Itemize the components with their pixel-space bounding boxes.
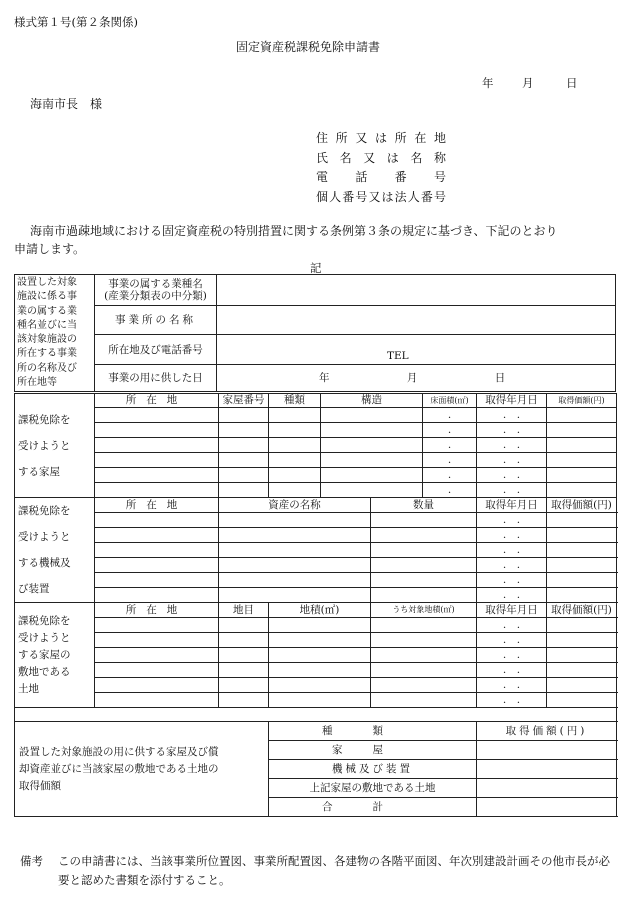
house-cell[interactable]	[269, 453, 321, 468]
land-side-line: 土地	[18, 682, 39, 695]
machine-price-cell[interactable]	[547, 513, 617, 528]
land-cell[interactable]	[219, 663, 269, 678]
house-cell[interactable]	[269, 468, 321, 483]
machine-cell[interactable]	[219, 528, 371, 543]
land-cell[interactable]	[269, 648, 371, 663]
land-header-category: 地目	[219, 603, 269, 618]
table-row	[15, 648, 617, 663]
table-row	[15, 558, 617, 573]
house-header-kind: 種類	[269, 394, 321, 408]
house-side-label	[15, 394, 95, 498]
land-cell[interactable]	[95, 663, 219, 678]
machine-cell[interactable]	[95, 513, 219, 528]
phone-field-label: 電話番号	[316, 170, 446, 184]
summary-row-machine: 機械及び装置	[269, 760, 477, 779]
business-side-line: 所在する事業	[17, 348, 77, 360]
table-row	[15, 663, 617, 678]
land-acq-date-cell[interactable]: . .	[477, 693, 547, 708]
house-header-number: 家屋番号	[219, 394, 269, 408]
machine-header-name: 資産の名称	[219, 498, 371, 513]
machine-cell[interactable]	[219, 588, 371, 603]
machine-side-line: する機械及	[18, 557, 71, 569]
house-cell[interactable]	[219, 468, 269, 483]
house-price-cell[interactable]	[547, 483, 617, 498]
assets-table	[14, 393, 617, 817]
business-side-line: 設置した対象	[17, 277, 77, 288]
house-area-cell[interactable]: .	[423, 453, 477, 468]
house-price-cell[interactable]	[547, 438, 617, 453]
machine-cell[interactable]	[219, 573, 371, 588]
ki-label: 記	[310, 261, 322, 275]
summary-amount-land[interactable]	[477, 779, 617, 798]
machine-price-cell[interactable]	[547, 588, 617, 603]
house-cell[interactable]	[321, 453, 423, 468]
business-side-line: 所の名称及び	[17, 362, 77, 374]
land-cell[interactable]	[219, 648, 269, 663]
machine-price-cell[interactable]	[547, 573, 617, 588]
machine-side-line: び装置	[18, 583, 50, 595]
machine-header-location: 所在地	[95, 498, 219, 513]
start-date-label: 事業の用に供した日	[95, 364, 217, 392]
house-area-cell[interactable]: .	[423, 408, 477, 423]
land-header-target-area: うち対象地積(㎡)	[371, 603, 477, 618]
house-header-area: 床面積(㎡)	[423, 394, 477, 408]
business-side-line: 所在地等	[17, 377, 57, 389]
house-cell[interactable]	[321, 483, 423, 498]
business-table	[14, 274, 616, 392]
table-row	[15, 483, 617, 498]
note-line-2: 要と認めた書類を添付すること。	[58, 873, 231, 887]
intro-line-1: 海南市過疎地域における固定資産税の特別措置に関する条例第３条の規定に基づき、下記のとおり	[30, 224, 558, 238]
date-day-label: 日	[566, 76, 578, 90]
house-area-cell[interactable]: .	[423, 423, 477, 438]
summary-header-kind: 種類	[269, 722, 477, 741]
summary-row-house: 家屋	[269, 741, 477, 760]
summary-header-amount: 取得価額(円)	[477, 722, 617, 741]
land-cell[interactable]	[95, 618, 219, 633]
summary-label	[15, 722, 269, 817]
name-field-label: 氏名又は名称	[316, 151, 446, 165]
machine-side-label	[15, 498, 95, 603]
land-acq-date-cell[interactable]: . .	[477, 648, 547, 663]
land-cell[interactable]	[95, 648, 219, 663]
land-cell[interactable]	[269, 618, 371, 633]
land-cell[interactable]	[371, 693, 477, 708]
house-header-acq-price: 取得価額(円)	[547, 394, 617, 408]
machine-cell[interactable]	[371, 528, 477, 543]
table-row	[15, 588, 617, 603]
summary-label-line: 取得価額	[19, 779, 61, 792]
machine-acq-date-cell[interactable]: . .	[477, 543, 547, 558]
tel-label: TEL	[387, 349, 409, 362]
machine-cell[interactable]	[219, 513, 371, 528]
summary-amount-house[interactable]	[477, 741, 617, 760]
house-cell[interactable]	[321, 468, 423, 483]
table-row	[15, 528, 617, 543]
summary-row-total: 合計	[269, 798, 477, 817]
house-area-cell[interactable]: .	[423, 468, 477, 483]
id-number-field-label: 個人番号又は法人番号	[316, 190, 446, 204]
summary-row-land: 上記家屋の敷地である土地	[269, 779, 477, 798]
machine-side-line: 受けようと	[18, 531, 71, 543]
house-cell[interactable]	[95, 423, 219, 438]
house-side-line: 課税免除を	[18, 413, 71, 426]
table-row	[15, 438, 617, 453]
table-row	[15, 513, 617, 528]
machine-cell[interactable]	[95, 588, 219, 603]
machine-side-line: 課税免除を	[18, 505, 71, 517]
table-row	[15, 693, 617, 708]
business-side-line: 施設に係る事	[17, 291, 77, 303]
date-month-label: 月	[522, 76, 534, 90]
house-cell[interactable]	[95, 453, 219, 468]
industry-label	[95, 275, 217, 306]
house-acq-date-cell[interactable]: . .	[477, 438, 547, 453]
machine-price-cell[interactable]	[547, 543, 617, 558]
machine-cell[interactable]	[95, 558, 219, 573]
land-cell[interactable]	[371, 663, 477, 678]
machine-cell[interactable]	[371, 543, 477, 558]
land-cell[interactable]	[371, 678, 477, 693]
table-row	[15, 633, 617, 648]
house-header-location: 所在地	[95, 394, 219, 408]
land-price-cell[interactable]	[547, 618, 617, 633]
start-date-year: 年	[319, 372, 330, 385]
house-cell[interactable]	[219, 483, 269, 498]
house-side-line: する家屋	[18, 465, 60, 478]
table-row	[15, 453, 617, 468]
land-side-line: 敷地である	[18, 665, 71, 678]
machine-acq-date-cell[interactable]: . .	[477, 573, 547, 588]
house-cell[interactable]	[219, 423, 269, 438]
machine-cell[interactable]	[371, 513, 477, 528]
intro-line-2: 申請します。	[14, 242, 86, 256]
note-label: 備考	[20, 854, 43, 868]
land-price-cell[interactable]	[547, 678, 617, 693]
land-cell[interactable]	[269, 633, 371, 648]
land-cell[interactable]	[219, 618, 269, 633]
house-acq-date-cell[interactable]: . .	[477, 408, 547, 423]
land-side-line: する家屋の	[18, 648, 71, 661]
addressee: 海南市長 様	[30, 97, 103, 111]
land-price-cell[interactable]	[547, 648, 617, 663]
house-area-cell[interactable]: .	[423, 483, 477, 498]
house-cell[interactable]	[269, 483, 321, 498]
land-header-location: 所在地	[95, 603, 219, 618]
table-row	[15, 618, 617, 633]
land-cell[interactable]	[269, 693, 371, 708]
land-price-cell[interactable]	[547, 663, 617, 678]
machine-header-acq-date: 取得年月日	[477, 498, 547, 513]
land-header-acq-price: 取得価額(円)	[547, 603, 617, 618]
machine-acq-date-cell[interactable]: . .	[477, 558, 547, 573]
machine-header-quantity: 数量	[371, 498, 477, 513]
start-date-day: 日	[494, 372, 506, 385]
business-side-label	[15, 275, 95, 392]
house-cell[interactable]	[95, 438, 219, 453]
industry-label-line: (産業分類表の中分類)	[104, 289, 207, 302]
house-acq-date-cell[interactable]: . .	[477, 453, 547, 468]
start-date-value[interactable]	[217, 364, 616, 392]
industry-label-line: 事業の属する業種名	[108, 277, 203, 290]
machine-cell[interactable]	[371, 558, 477, 573]
land-cell[interactable]	[371, 633, 477, 648]
land-acq-date-cell[interactable]: . .	[477, 663, 547, 678]
table-row	[15, 543, 617, 558]
land-cell[interactable]	[95, 678, 219, 693]
land-cell[interactable]	[95, 693, 219, 708]
house-acq-date-cell[interactable]: . .	[477, 483, 547, 498]
industry-value[interactable]	[217, 275, 616, 306]
house-cell[interactable]	[95, 483, 219, 498]
house-cell[interactable]	[95, 408, 219, 423]
land-header-area: 地積(㎡)	[269, 603, 371, 618]
office-name-label: 事業所の名称	[95, 305, 217, 335]
business-side-line: 種名並びに当	[17, 319, 77, 331]
form-title: 固定資産税課税免除申請書	[236, 40, 381, 54]
table-row	[15, 423, 617, 438]
house-cell[interactable]	[321, 423, 423, 438]
summary-label-line: 却資産並びに当該家屋の敷地である土地の	[19, 762, 219, 775]
table-row	[15, 573, 617, 588]
table-row	[15, 408, 617, 423]
machine-cell[interactable]	[371, 588, 477, 603]
machine-cell[interactable]	[95, 528, 219, 543]
house-acq-date-cell[interactable]: . .	[477, 468, 547, 483]
summary-amount-machine[interactable]	[477, 760, 617, 779]
house-header-acq-date: 取得年月日	[477, 394, 547, 408]
house-cell[interactable]	[321, 438, 423, 453]
land-cell[interactable]	[269, 663, 371, 678]
land-price-cell[interactable]	[547, 633, 617, 648]
house-cell[interactable]	[269, 408, 321, 423]
house-price-cell[interactable]	[547, 468, 617, 483]
land-side-line: 受けようと	[18, 631, 71, 644]
machine-cell[interactable]	[95, 573, 219, 588]
house-price-cell[interactable]	[547, 423, 617, 438]
house-cell[interactable]	[269, 423, 321, 438]
house-cell[interactable]	[219, 408, 269, 423]
summary-label-line: 設置した対象施設の用に供する家屋及び償	[19, 745, 219, 758]
machine-cell[interactable]	[371, 573, 477, 588]
date-year-label: 年	[482, 76, 494, 90]
land-acq-date-cell[interactable]: . .	[477, 678, 547, 693]
house-cell[interactable]	[269, 438, 321, 453]
table-row	[15, 678, 617, 693]
land-side-label	[15, 603, 95, 708]
house-cell[interactable]	[95, 468, 219, 483]
office-address-value[interactable]	[217, 335, 616, 365]
machine-price-cell[interactable]	[547, 558, 617, 573]
form-number: 様式第１号(第２条関係)	[14, 15, 138, 29]
office-address-label: 所在地及び電話番号	[95, 335, 217, 365]
summary-amount-total[interactable]	[477, 798, 617, 817]
land-cell[interactable]	[95, 633, 219, 648]
address-field-label: 住所又は所在地	[316, 131, 446, 145]
table-row	[15, 468, 617, 483]
land-cell[interactable]	[219, 678, 269, 693]
spacer-row	[15, 708, 617, 722]
house-price-cell[interactable]	[547, 408, 617, 423]
house-price-cell[interactable]	[547, 453, 617, 468]
office-name-value[interactable]	[217, 305, 616, 335]
house-area-cell[interactable]: .	[423, 438, 477, 453]
machine-price-cell[interactable]	[547, 528, 617, 543]
land-cell[interactable]	[219, 633, 269, 648]
house-acq-date-cell[interactable]: . .	[477, 423, 547, 438]
house-cell[interactable]	[219, 453, 269, 468]
note-line-1: この申請書には、当該事業所位置図、事業所配置図、各建物の各階平面図、年次別建設計画その他市長が必	[58, 854, 610, 868]
house-side-line: 受けようと	[18, 439, 71, 452]
business-side-line: 該対象施設の	[17, 334, 77, 346]
business-side-line: 業の属する業	[17, 305, 77, 317]
land-cell[interactable]	[371, 618, 477, 633]
land-acq-date-cell[interactable]: . .	[477, 633, 547, 648]
start-date-month: 月	[406, 372, 418, 385]
machine-header-acq-price: 取得価額(円)	[547, 498, 617, 513]
machine-cell[interactable]	[219, 543, 371, 558]
land-cell[interactable]	[269, 678, 371, 693]
machine-acq-date-cell[interactable]: . .	[477, 528, 547, 543]
land-cell[interactable]	[371, 648, 477, 663]
machine-acq-date-cell[interactable]: . .	[477, 588, 547, 603]
land-cell[interactable]	[219, 693, 269, 708]
machine-cell[interactable]	[219, 558, 371, 573]
land-acq-date-cell[interactable]: . .	[477, 618, 547, 633]
land-side-line: 課税免除を	[18, 614, 71, 627]
house-cell[interactable]	[219, 438, 269, 453]
machine-cell[interactable]	[95, 543, 219, 558]
house-header-structure: 構造	[321, 394, 423, 408]
house-cell[interactable]	[321, 408, 423, 423]
machine-acq-date-cell[interactable]: . .	[477, 513, 547, 528]
land-price-cell[interactable]	[547, 693, 617, 708]
land-header-acq-date: 取得年月日	[477, 603, 547, 618]
